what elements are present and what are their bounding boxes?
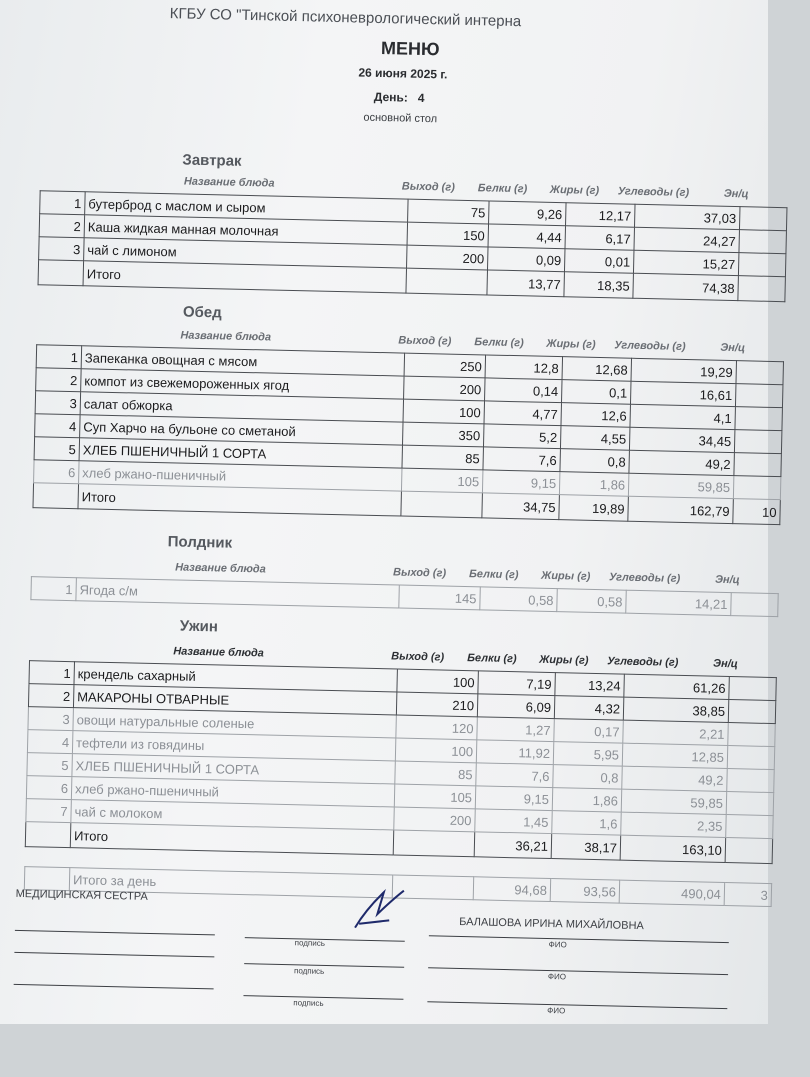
col-carbs-header: Углеводы (г) [608, 571, 681, 585]
dish-carbs: 4,1 [630, 404, 735, 429]
dish-fat: 4,32 [554, 696, 624, 721]
dish-name: бутерброд с маслом и сыром [85, 192, 408, 222]
dish-yield: 85 [395, 761, 477, 786]
menu-date: 26 июня 2025 г. [358, 65, 448, 82]
col-carbs-header: Углеводы (г) [607, 655, 679, 669]
row-number: 1 [31, 577, 77, 601]
dish-yield: 210 [396, 692, 478, 717]
dish-name: хлеб ржано-пшеничный [79, 461, 402, 491]
dish-carbs: 12,85 [622, 743, 727, 768]
dish-energy [728, 723, 776, 747]
total-energy: 10 [733, 499, 781, 525]
total-protein: 34,75 [482, 493, 560, 520]
total-label: Итого [78, 484, 401, 516]
dish-fat: 4,55 [560, 426, 630, 451]
dish-yield: 85 [402, 445, 484, 470]
row-number: 7 [26, 799, 72, 823]
dish-yield: 75 [408, 199, 490, 224]
dish-energy [731, 593, 779, 617]
dish-protein: 1,45 [475, 809, 553, 834]
dish-energy [736, 361, 784, 385]
day-label: День: [373, 89, 409, 105]
dish-fat: 12,17 [566, 203, 636, 228]
dish-yield: 105 [401, 468, 483, 493]
col-carbs-header: Углеводы (г) [617, 185, 690, 200]
fio-caption: ФИО [548, 940, 567, 950]
dish-carbs: 37,03 [634, 204, 739, 229]
day-total-fat: 93,56 [550, 879, 620, 904]
dish-energy [734, 430, 782, 454]
row-number: 5 [27, 753, 73, 777]
document-title: МЕНЮ [380, 37, 440, 60]
dish-carbs: 2,35 [621, 812, 726, 837]
fio-caption: ФИО [547, 972, 567, 982]
dish-carbs: 38,85 [623, 697, 728, 722]
total-label: Итого [83, 261, 406, 293]
dish-energy [729, 677, 777, 701]
total-number [33, 483, 79, 509]
dish-energy [735, 384, 783, 408]
col-fat-header: Жиры (г) [549, 183, 600, 197]
row-number: 1 [36, 345, 82, 369]
total-label: Итого [70, 823, 393, 855]
dish-name: чай с молоком [71, 800, 394, 830]
col-energy-header: Эн/ц [720, 341, 746, 355]
dish-carbs: 16,61 [630, 381, 735, 406]
row-number: 5 [34, 437, 80, 461]
dish-protein: 5,2 [483, 424, 561, 449]
dish-name: хлеб ржано-пшеничный [71, 777, 394, 807]
day-total-label: Итого за день [69, 868, 392, 898]
row-number: 3 [39, 237, 85, 261]
dish-yield: 100 [397, 669, 479, 694]
total-fat: 38,17 [551, 834, 621, 861]
total-fat: 18,35 [564, 272, 634, 299]
col-yield-header: Выход (г) [392, 566, 447, 580]
dish-energy [739, 230, 787, 254]
dish-name: крендель сахарный [74, 662, 397, 692]
dish-fat: 0,8 [560, 449, 630, 474]
total-yield [401, 491, 483, 518]
fio-line [429, 935, 729, 943]
col-energy-header: Эн/ц [712, 657, 738, 671]
dish-name: Суп Харчо на бульоне со сметаной [80, 415, 403, 445]
dish-fat: 5,95 [553, 742, 623, 767]
dish-fat: 6,17 [565, 226, 635, 251]
dish-carbs: 59,85 [628, 473, 733, 498]
dish-energy [728, 700, 776, 724]
dish-protein: 4,44 [488, 224, 566, 249]
col-yield-header: Выход (г) [401, 180, 455, 194]
dish-protein: 1,27 [477, 717, 555, 742]
col-fat-header: Жиры (г) [546, 337, 596, 351]
nurse-role: МЕДИЦИНСКАЯ СЕСТРА [15, 887, 148, 903]
dish-energy [727, 746, 775, 770]
dish-name: ХЛЕБ ПШЕНИЧНЫЙ 1 СОРТА [72, 754, 395, 784]
col-fat-header: Жиры (г) [540, 569, 591, 583]
dish-fat: 13,24 [555, 673, 625, 698]
day-number: 4 [417, 90, 425, 105]
dish-energy [733, 476, 781, 500]
col-fat-header: Жиры (г) [539, 653, 589, 667]
dish-name: ХЛЕБ ПШЕНИЧНЫЙ 1 СОРТА [79, 438, 402, 468]
dish-protein: 6,09 [477, 694, 555, 719]
dish-yield: 200 [394, 807, 476, 832]
signature-line [14, 984, 214, 990]
dish-protein: 9,15 [475, 786, 553, 811]
dish-carbs: 14,21 [626, 590, 731, 615]
dish-yield: 105 [394, 784, 476, 809]
dish-protein: 9,15 [482, 470, 560, 495]
total-yield [406, 268, 488, 295]
col-yield-header: Выход (г) [391, 650, 445, 664]
dish-fat: 0,01 [564, 249, 634, 274]
dish-protein: 11,92 [476, 740, 554, 765]
lunch-title: Обед [182, 303, 222, 322]
row-number: 3 [28, 707, 74, 731]
snack-title: Полдник [167, 533, 233, 552]
total-energy [738, 276, 786, 302]
dish-name: Каша жидкая манная молочная [84, 215, 407, 245]
col-energy-header: Эн/ц [723, 187, 749, 201]
col-yield-header: Выход (г) [398, 334, 452, 348]
total-yield [393, 830, 475, 857]
fio-caption: ФИО [547, 1005, 566, 1016]
dish-fat: 0,1 [562, 380, 632, 405]
dish-energy [734, 453, 782, 477]
total-fat: 19,89 [559, 495, 629, 522]
handwritten-signature [349, 883, 410, 934]
sign-caption: подпись [294, 938, 326, 948]
dish-energy [739, 207, 787, 231]
dish-name: компот из свежемороженных ягод [81, 369, 404, 399]
dish-name: тефтели из говядины [72, 731, 395, 761]
dish-yield: 100 [395, 738, 477, 763]
day-total-energy: 3 [724, 882, 772, 906]
dish-fat: 1,6 [552, 811, 622, 836]
row-number: 1 [29, 661, 75, 685]
dish-protein: 9,26 [489, 201, 567, 226]
col-carbs-header: Углеводы (г) [614, 339, 686, 353]
dish-name: салат обжорка [80, 392, 403, 422]
total-number [25, 822, 71, 848]
col-name-header: Название блюда [175, 561, 266, 576]
total-number [38, 260, 84, 286]
dish-protein: 0,09 [487, 247, 565, 272]
dish-yield: 250 [404, 353, 486, 378]
col-name-header: Название блюда [183, 175, 275, 190]
dish-yield: 100 [403, 399, 485, 424]
dish-carbs: 49,2 [622, 766, 727, 791]
dish-protein: 7,6 [476, 763, 554, 788]
dish-yield: 145 [399, 585, 481, 610]
dish-name: Ягода с/м [76, 578, 399, 608]
dish-yield: 350 [402, 422, 484, 447]
dish-fat: 0,8 [553, 765, 623, 790]
dish-carbs: 49,2 [629, 450, 734, 475]
fio-line [428, 967, 728, 975]
dish-energy [726, 792, 774, 816]
dish-name: чай с лимоном [84, 238, 407, 268]
dinner-title: Ужин [179, 617, 219, 636]
row-number: 1 [40, 191, 86, 215]
dish-energy [735, 407, 783, 431]
dish-carbs: 59,85 [621, 789, 726, 814]
dish-protein: 7,6 [483, 447, 561, 472]
table-type: основной стол [363, 111, 438, 126]
col-protein-header: Белки (г) [468, 568, 519, 582]
dish-fat: 1,86 [552, 788, 622, 813]
col-protein-header: Белки (г) [474, 336, 524, 350]
row-number: 6 [34, 460, 80, 484]
dish-protein: 4,77 [484, 401, 562, 426]
dish-fat: 0,58 [557, 589, 627, 614]
total-carbs: 162,79 [628, 496, 734, 523]
row-number: 2 [36, 368, 82, 392]
dish-energy [738, 253, 786, 277]
col-name-header: Название блюда [173, 645, 264, 660]
fio-line [427, 1001, 727, 1009]
signature-line [14, 952, 214, 958]
dish-yield: 150 [407, 222, 489, 247]
dish-protein: 7,19 [478, 671, 556, 696]
dish-fat: 12,6 [561, 403, 631, 428]
dish-carbs: 2,21 [623, 720, 728, 745]
dish-fat: 1,86 [559, 472, 629, 497]
breakfast-title: Завтрак [182, 151, 242, 170]
dish-energy [727, 769, 775, 793]
menu-day [374, 90, 425, 105]
row-number: 6 [26, 776, 72, 800]
dish-carbs: 24,27 [634, 227, 739, 252]
total-energy [725, 837, 773, 863]
dish-protein: 12,8 [485, 355, 563, 380]
dish-name: МАКАРОНЫ ОТВАРНЫЕ [73, 685, 396, 715]
total-carbs: 74,38 [633, 273, 739, 300]
day-total-protein: 94,68 [473, 877, 551, 902]
dish-fat: 0,17 [554, 719, 624, 744]
dish-energy [726, 815, 774, 839]
row-number: 3 [35, 391, 81, 415]
organization-name: КГБУ СО "Тинской психоневрологический интерна [169, 5, 522, 31]
dish-carbs: 15,27 [633, 250, 738, 275]
dish-name: овощи натуральные соленые [73, 708, 396, 738]
dish-yield: 120 [396, 715, 478, 740]
row-number: 2 [28, 684, 74, 708]
nurse-full-name: БАЛАШОВА ИРИНА МИХАЙЛОВНА [459, 915, 644, 933]
day-total-carbs: 490,04 [619, 880, 724, 905]
total-carbs: 163,10 [620, 835, 726, 862]
col-name-header: Название блюда [180, 329, 272, 344]
dish-yield: 200 [404, 376, 486, 401]
total-protein: 36,21 [474, 832, 552, 859]
dish-name: Запеканка овощная с мясом [81, 346, 404, 376]
col-protein-header: Белки (г) [477, 182, 528, 196]
dish-protein: 0,14 [485, 378, 563, 403]
col-energy-header: Эн/ц [714, 573, 740, 587]
sign-caption: подпись [293, 966, 325, 976]
dish-yield: 200 [407, 245, 489, 270]
menu-sheet [6, 0, 810, 1077]
col-protein-header: Белки (г) [467, 652, 517, 666]
dish-carbs: 34,45 [629, 427, 734, 452]
sign-caption: подпись [293, 998, 324, 1008]
signature-line [15, 930, 215, 936]
row-number: 4 [35, 414, 81, 438]
dish-protein: 0,58 [480, 587, 558, 612]
row-number: 4 [27, 730, 73, 754]
dish-carbs: 19,29 [631, 358, 736, 383]
row-number: 2 [39, 214, 85, 238]
total-protein: 13,77 [487, 270, 565, 297]
dish-carbs: 61,26 [624, 674, 729, 699]
dish-fat: 12,68 [562, 357, 632, 382]
